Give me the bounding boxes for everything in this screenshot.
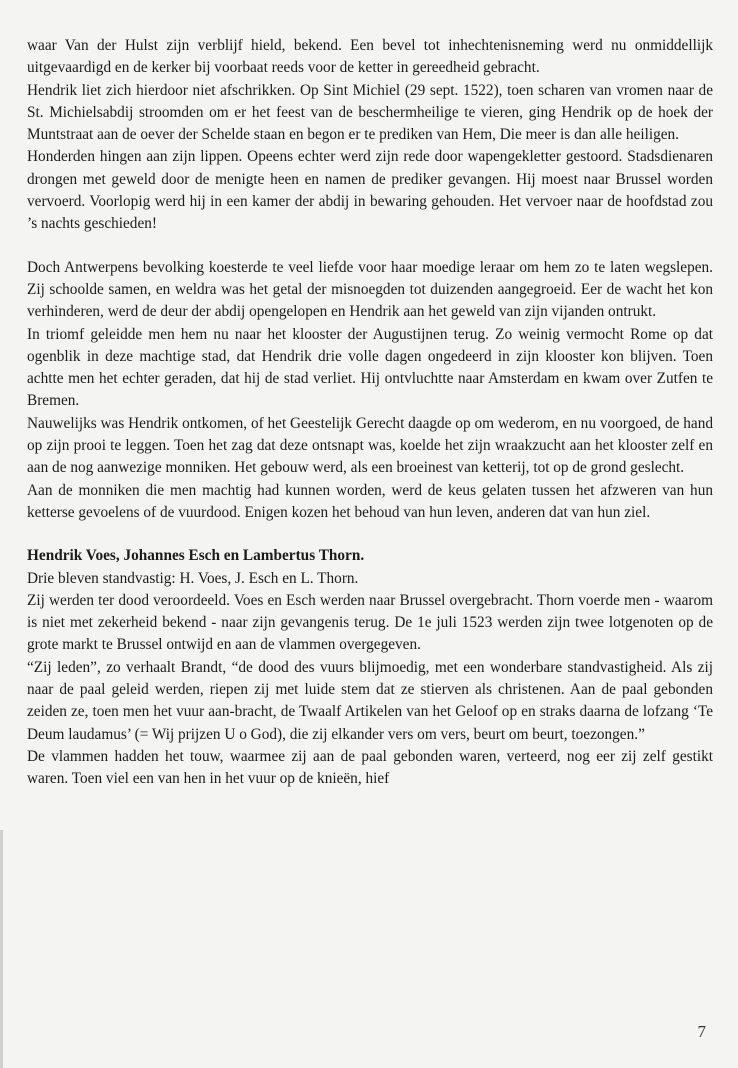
page-body [27,35,713,791]
paragraph-bevolking: Doch Antwerpens bevolking koesterde te veel liefde voor haar moedige leraar om hem zo te laten wegslepen. Zij schoolde samen, en weldra was het getal der misnoegden tot duizenden aangegroeid. Eer de wacht het kon verhinderen, werd de deur der abdij opengelopen en Hendrik aan het geweld van zijn vijanden ontrukt. [27,258,713,321]
paragraph-standvastig: Drie bleven standvastig: H. Voes, J. Esch en L. Thorn. [27,569,359,587]
paragraph-triomf: In triomf geleidde men hem nu naar het klooster der Augustijnen terug. Zo weinig vermocht Rome op dat ogenblik in deze machtige stad, dat Hendrik drie volle dagen ongedeerd in zijn klooster kon blijven. Toen achtte men het echter geraden, dat hij de stad verliet. Hij ontvluchtte naar Amsterdam en kwam over Zutfen te Bremen. [27,325,713,410]
paragraph-veroordeeld: Zij werden ter dood veroordeeld. Voes en Esch werden naar Brussel overgebracht. Thorn voerde men - waarom is niet met zekerheid bekend - naar zijn gevangenis terug. De 1e juli 1523 werden zijn twee lotgenoten op de grote markt te Brussel ontwijd en aan de vlammen overgegeven. [27,591,713,654]
paragraph-gevangen: Honderden hingen aan zijn lippen. Opeens echter werd zijn rede door wapengekletter gestoord. Stadsdienaren drongen met geweld door de menigte heen en namen de prediker gevangen. Hij moest naar Brussel worden vervoerd. Voorlopig werd hij in een kamer der abdij in bewaring gehouden. Het vervoer naar de hoofdstad zou ’s nachts geschieden! [27,148,713,233]
paragraph-monniken: Aan de monniken die men machtig had kunnen worden, werd de keus gelaten tussen het afzweren van hun ketterse gevoelens of de vuurdood. Enigen kozen het behoud van hun leven, anderen dat van hun ziel. [27,481,713,521]
paragraph-vlammen: De vlammen hadden het touw, waarmee zij aan de paal gebonden waren, verteerd, nog eer zij zelf gestikt waren. Toen viel een van hen in het vuur op de knieën, hief [27,747,713,788]
paragraph-brandt-quote: “Zij leden”, zo verhaalt Brandt, “de dood des vuurs blijmoedig, met een wonderbare standvastigheid. Als zij naar de paal geleid werden, riepen zij met luide stem dat ze stierven als christenen. Aan de paal gebonden zeiden ze, toen men het vuur aan-bracht, de Twaalf Artikelen van het Geloof op en straks daarna de lofzang ‘Te Deum laudamus’ (= Wij prijzen U o God), die zij elkander vers om vers, beurt om beurt, toezongen.” [27,658,713,743]
section-heading: Hendrik Voes, Johannes Esch en Lambertus Thorn. [27,547,365,565]
section-gap [27,236,713,257]
section-gap [27,524,713,545]
paragraph-kerker: waar Van der Hulst zijn verblijf hield, bekend. Een bevel tot inhechtenisneming werd nu onmiddellijk uitgevaardigd en de kerker bij voorbaat reeds voor de ketter in gereedheid gebracht. [27,37,713,77]
page-number: 7 [697,1022,706,1041]
paragraph-geestelijk-gerecht: Nauwelijks was Hendrik ontkomen, of het Geestelijk Gerecht daagde op om wederom, en nu voorgoed, de hand op zijn prooi te leggen. Toen het zag dat deze ontsnapt was, koelde het zijn wraakzucht aan het klooster zelf en aan de nog aanwezige monniken. Het gebouw werd, als een broeinest van ketterij, tot op de grond geslecht. [27,414,713,477]
paragraph-sint-michiel: Hendrik liet zich hierdoor niet afschrikken. Op Sint Michiel (29 sept. 1522), toen scharen van vromen naar de St. Michielsabdij stroomden om er het feest van de beschermheilige te vieren, ging Hendrik op de hoek der Muntstraat aan de oever der Schelde staan en begon er te prediken van Hem, Die meer is dan alle heiligen. [27,81,713,144]
page-edge-shadow [0,830,3,1068]
